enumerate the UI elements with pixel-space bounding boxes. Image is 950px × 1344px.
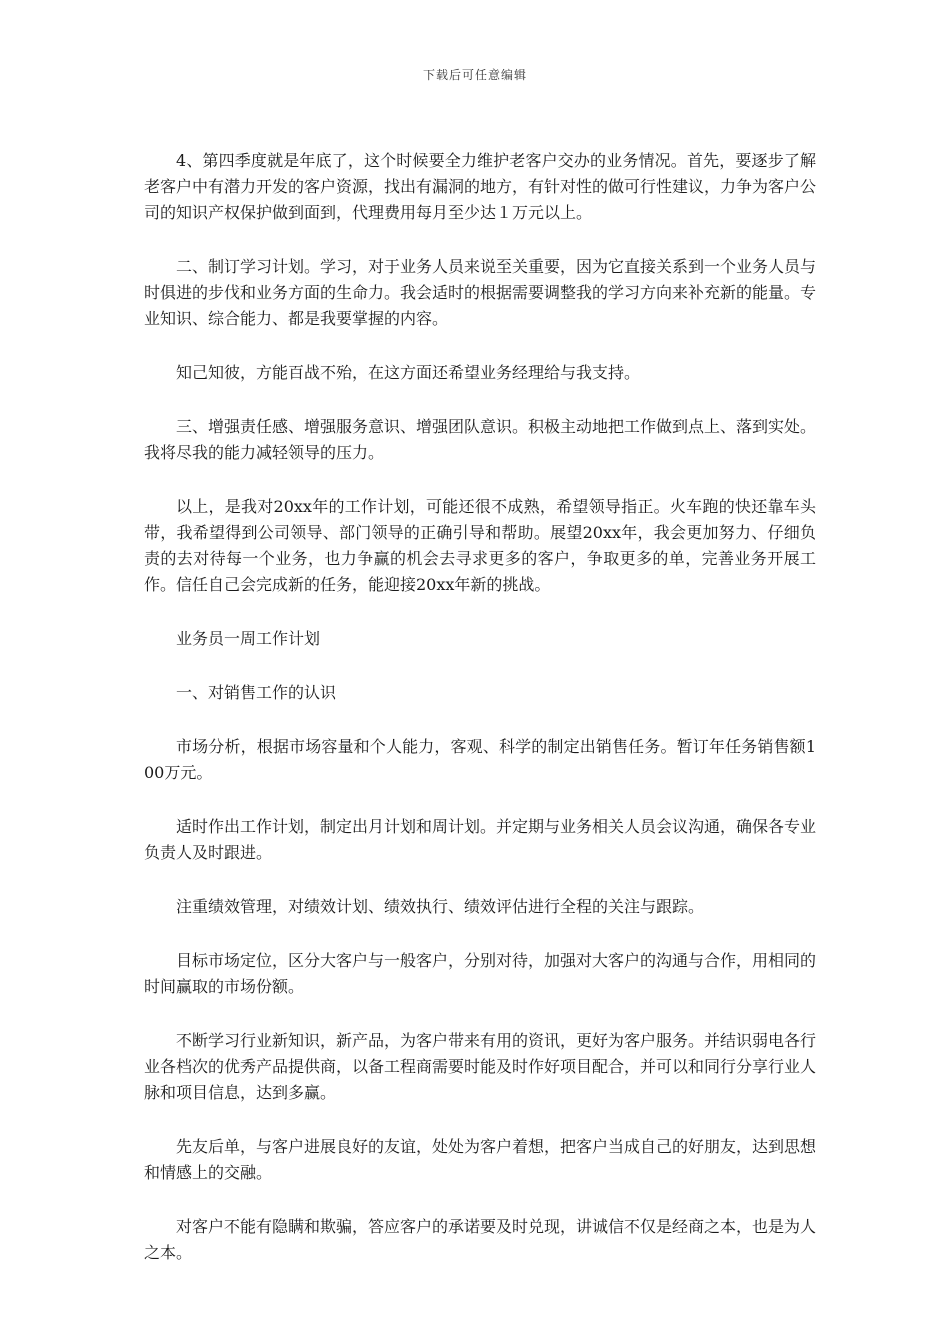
paragraph-integrity: 对客户不能有隐瞒和欺骗，答应客户的承诺要及时兑现，讲诚信不仅是经商之本，也是为人之本。 bbox=[144, 1217, 817, 1262]
paragraph-know-yourself: 知己知彼，方能百战不殆，在这方面还希望业务经理给与我支持。 bbox=[176, 363, 641, 382]
paragraph-work-plan: 适时作出工作计划，制定出月计划和周计划。并定期与业务相关人员会议沟通，确保各专业负责人及时跟进。 bbox=[144, 817, 817, 862]
paragraph-responsibility: 三、增强责任感、增强服务意识、增强团队意识。积极主动地把工作做到点上、落到实处。我将尽我的能力减轻领导的压力。 bbox=[144, 417, 817, 462]
document-body bbox=[144, 148, 816, 1294]
paragraph-q4-clients: 4、第四季度就是年底了，这个时候要全力维护老客户交办的业务情况。首先，要逐步了解老客户中有潜力开发的客户资源，找出有漏洞的地方，有针对性的做可行性建议，力争为客户公司的知识产权保护做到面到，代理费用每月至少达１万元以上。 bbox=[144, 151, 817, 222]
section-title-weekly-plan: 业务员一周工作计划 bbox=[176, 629, 321, 648]
paragraph-market-analysis: 市场分析，根据市场容量和个人能力，客观、科学的制定出销售任务。暂订年任务销售额100万元。 bbox=[144, 737, 816, 782]
section-heading-sales-understanding: 一、对销售工作的认识 bbox=[176, 683, 337, 702]
paragraph-performance: 注重绩效管理，对绩效计划、绩效执行、绩效评估进行全程的关注与跟踪。 bbox=[176, 897, 705, 916]
paragraph-learning: 不断学习行业新知识，新产品，为客户带来有用的资讯，更好为客户服务。并结识弱电各行业各档次的优秀产品提供商，以备工程商需要时能及时作好项目配合，并可以和同行分享行业人脉和项目信息，达到多赢。 bbox=[144, 1031, 817, 1102]
page-header: 下载后可任意编辑 bbox=[422, 68, 527, 82]
paragraph-summary: 以上，是我对20xx年的工作计划，可能还很不成熟，希望领导指正。火车跑的快还靠车头带，我希望得到公司领导、部门领导的正确引导和帮助。展望20xx年，我会更加努力、仔细负责的去对待每一个业务，也力争赢的机会去寻求更多的客户，争取更多的单，完善业务开展工作。信任自己会完成新的任务，能迎接20xx年新的挑战。 bbox=[144, 497, 816, 594]
paragraph-friendship: 先友后单，与客户进展良好的友谊，处处为客户着想，把客户当成自己的好朋友，达到思想和情感上的交融。 bbox=[144, 1137, 817, 1182]
paragraph-target-market: 目标市场定位，区分大客户与一般客户，分别对待，加强对大客户的沟通与合作，用相同的时间赢取的市场份额。 bbox=[144, 951, 817, 996]
paragraph-study-plan: 二、制订学习计划。学习，对于业务人员来说至关重要，因为它直接关系到一个业务人员与时俱进的步伐和业务方面的生命力。我会适时的根据需要调整我的学习方向来补充新的能量。专业知识、综合能力、都是我要掌握的内容。 bbox=[144, 257, 817, 328]
